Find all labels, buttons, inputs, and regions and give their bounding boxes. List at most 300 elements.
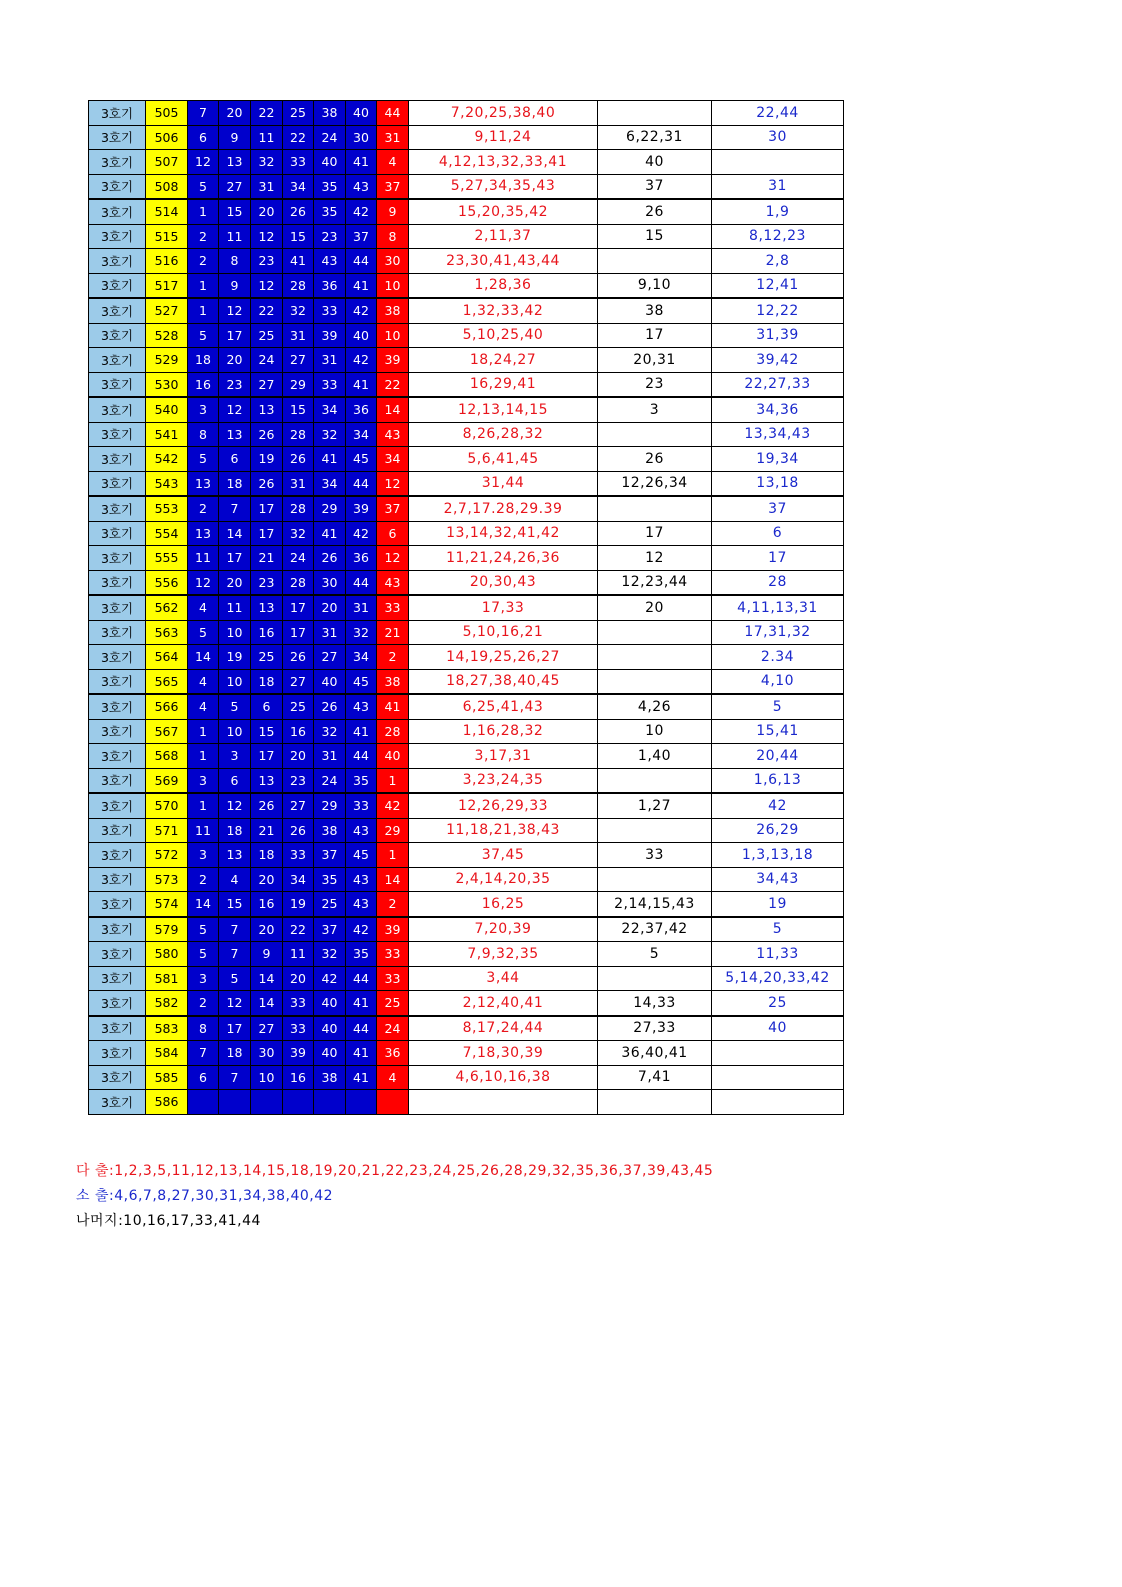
table-row [89, 1090, 844, 1115]
round-cell: 570 [146, 793, 188, 818]
round-cell: 530 [146, 372, 188, 397]
table-row [89, 521, 844, 546]
number-cell: 31 [314, 348, 346, 373]
number-cell: 2 [188, 991, 219, 1016]
number-cell: 39 [314, 323, 346, 348]
table-row [89, 101, 844, 126]
number-cell [219, 1090, 251, 1115]
bonus-cell: 31 [377, 125, 409, 150]
number-cell: 28 [283, 570, 314, 595]
number-cell: 17 [283, 620, 314, 645]
black-group-cell: 26 [598, 447, 712, 472]
red-group-cell: 6,25,41,43 [409, 694, 598, 719]
round-cell: 507 [146, 150, 188, 175]
round-cell: 581 [146, 966, 188, 991]
number-cell: 21 [251, 818, 283, 843]
black-group-cell: 20,31 [598, 348, 712, 373]
red-group-cell: 17,33 [409, 595, 598, 620]
table-row [89, 1041, 844, 1066]
number-cell: 5 [188, 620, 219, 645]
black-group-cell: 15 [598, 224, 712, 249]
number-cell: 34 [314, 397, 346, 422]
red-group-cell: 11,21,24,26,36 [409, 546, 598, 571]
number-cell: 38 [314, 101, 346, 126]
blue-group-cell: 1,3,13,18 [712, 843, 844, 868]
number-cell: 5 [219, 966, 251, 991]
number-cell: 42 [346, 199, 377, 224]
machine-cell: 3호기 [89, 101, 146, 126]
machine-cell: 3호기 [89, 620, 146, 645]
number-cell: 7 [219, 496, 251, 521]
blue-group-cell: 34,43 [712, 867, 844, 892]
black-group-cell: 3 [598, 397, 712, 422]
black-group-cell [598, 620, 712, 645]
number-cell: 18 [219, 818, 251, 843]
number-cell: 40 [314, 669, 346, 694]
lotto-table [88, 100, 844, 1115]
number-cell: 13 [188, 521, 219, 546]
number-cell: 25 [251, 645, 283, 670]
number-cell: 27 [283, 793, 314, 818]
number-cell: 44 [346, 249, 377, 274]
red-group-cell: 37,45 [409, 843, 598, 868]
blue-group-cell [712, 1041, 844, 1066]
red-group-cell: 1,16,28,32 [409, 719, 598, 744]
blue-group-cell: 1,9 [712, 199, 844, 224]
red-group-cell: 13,14,32,41,42 [409, 521, 598, 546]
number-cell: 40 [346, 101, 377, 126]
round-cell: 569 [146, 768, 188, 793]
red-group-cell: 3,23,24,35 [409, 768, 598, 793]
table-row [89, 991, 844, 1016]
blue-group-cell: 8,12,23 [712, 224, 844, 249]
machine-cell: 3호기 [89, 595, 146, 620]
number-cell: 20 [283, 966, 314, 991]
blue-group-cell [712, 150, 844, 175]
machine-cell: 3호기 [89, 669, 146, 694]
rare-values: 4,6,7,8,27,30,31,34,38,40,42 [114, 1188, 334, 1204]
blue-group-cell [712, 1090, 844, 1115]
red-group-cell: 18,24,27 [409, 348, 598, 373]
number-cell: 35 [314, 867, 346, 892]
blue-group-cell: 25 [712, 991, 844, 1016]
machine-cell: 3호기 [89, 323, 146, 348]
number-cell: 15 [251, 719, 283, 744]
number-cell: 1 [188, 793, 219, 818]
black-group-cell: 37 [598, 174, 712, 199]
number-cell: 19 [219, 645, 251, 670]
number-cell: 12 [251, 273, 283, 298]
table-row [89, 174, 844, 199]
machine-cell: 3호기 [89, 125, 146, 150]
blue-group-cell: 31 [712, 174, 844, 199]
blue-group-cell: 22,27,33 [712, 372, 844, 397]
round-cell: 527 [146, 298, 188, 323]
number-cell: 24 [283, 546, 314, 571]
table-row [89, 1016, 844, 1041]
round-cell: 542 [146, 447, 188, 472]
number-cell: 11 [219, 224, 251, 249]
number-cell: 10 [219, 620, 251, 645]
black-group-cell: 5 [598, 942, 712, 967]
number-cell: 20 [219, 101, 251, 126]
bonus-cell: 41 [377, 694, 409, 719]
table-row [89, 966, 844, 991]
number-cell: 13 [251, 397, 283, 422]
black-group-cell: 12,23,44 [598, 570, 712, 595]
black-group-cell: 27,33 [598, 1016, 712, 1041]
number-cell: 6 [188, 125, 219, 150]
number-cell: 31 [283, 471, 314, 496]
black-group-cell [598, 249, 712, 274]
number-cell: 17 [219, 323, 251, 348]
number-cell: 32 [314, 719, 346, 744]
number-cell [346, 1090, 377, 1115]
number-cell: 8 [188, 1016, 219, 1041]
number-cell: 13 [188, 471, 219, 496]
number-cell: 13 [219, 843, 251, 868]
number-cell: 28 [283, 422, 314, 447]
bonus-cell: 12 [377, 471, 409, 496]
blue-group-cell: 13,18 [712, 471, 844, 496]
red-group-cell: 2,4,14,20,35 [409, 867, 598, 892]
black-group-cell: 22,37,42 [598, 917, 712, 942]
machine-cell: 3호기 [89, 744, 146, 769]
machine-cell: 3호기 [89, 298, 146, 323]
number-cell: 31 [346, 595, 377, 620]
number-cell: 3 [219, 744, 251, 769]
number-cell: 31 [314, 744, 346, 769]
blue-group-cell: 4,11,13,31 [712, 595, 844, 620]
red-group-cell: 31,44 [409, 471, 598, 496]
table-row [89, 323, 844, 348]
round-cell: 543 [146, 471, 188, 496]
number-cell: 4 [188, 595, 219, 620]
table-row [89, 1065, 844, 1090]
number-cell: 32 [283, 521, 314, 546]
number-cell: 13 [251, 595, 283, 620]
number-cell: 11 [188, 546, 219, 571]
table-row [89, 942, 844, 967]
black-group-cell: 6,22,31 [598, 125, 712, 150]
number-cell: 1 [188, 273, 219, 298]
frequent-values: 1,2,3,5,11,12,13,14,15,18,19,20,21,22,23,24,25,26,28,29,32,35,36,37,39,43,45 [114, 1163, 714, 1179]
table-row [89, 917, 844, 942]
round-cell: 583 [146, 1016, 188, 1041]
table-row [89, 447, 844, 472]
table-row [89, 150, 844, 175]
blue-group-cell: 30 [712, 125, 844, 150]
number-cell: 35 [346, 942, 377, 967]
bonus-cell: 21 [377, 620, 409, 645]
number-cell: 37 [346, 224, 377, 249]
number-cell: 43 [346, 867, 377, 892]
blue-group-cell: 13,34,43 [712, 422, 844, 447]
number-cell: 39 [283, 1041, 314, 1066]
number-cell: 14 [188, 892, 219, 917]
bonus-cell: 37 [377, 496, 409, 521]
round-cell: 582 [146, 991, 188, 1016]
number-cell: 41 [346, 719, 377, 744]
round-cell: 554 [146, 521, 188, 546]
round-cell: 585 [146, 1065, 188, 1090]
black-group-cell: 12,26,34 [598, 471, 712, 496]
number-cell: 14 [219, 521, 251, 546]
rare-summary [76, 1185, 333, 1205]
number-cell: 31 [283, 323, 314, 348]
machine-cell: 3호기 [89, 150, 146, 175]
red-group-cell: 2,12,40,41 [409, 991, 598, 1016]
machine-cell: 3호기 [89, 1090, 146, 1115]
number-cell: 37 [314, 843, 346, 868]
number-cell: 32 [283, 298, 314, 323]
bonus-cell: 33 [377, 966, 409, 991]
lotto-table-body [89, 101, 844, 1115]
number-cell: 15 [283, 224, 314, 249]
black-group-cell [598, 496, 712, 521]
number-cell: 36 [346, 397, 377, 422]
round-cell: 572 [146, 843, 188, 868]
red-group-cell: 5,6,41,45 [409, 447, 598, 472]
table-row [89, 892, 844, 917]
machine-cell: 3호기 [89, 471, 146, 496]
machine-cell: 3호기 [89, 174, 146, 199]
number-cell: 16 [283, 1065, 314, 1090]
machine-cell: 3호기 [89, 397, 146, 422]
number-cell: 18 [219, 471, 251, 496]
number-cell: 10 [219, 669, 251, 694]
round-cell: 564 [146, 645, 188, 670]
table-row [89, 669, 844, 694]
number-cell: 30 [251, 1041, 283, 1066]
number-cell [251, 1090, 283, 1115]
number-cell: 33 [314, 372, 346, 397]
number-cell: 7 [188, 101, 219, 126]
number-cell: 25 [283, 694, 314, 719]
red-group-cell: 5,10,16,21 [409, 620, 598, 645]
round-cell: 515 [146, 224, 188, 249]
blue-group-cell [712, 1065, 844, 1090]
number-cell: 23 [283, 768, 314, 793]
round-cell: 514 [146, 199, 188, 224]
blue-group-cell: 39,42 [712, 348, 844, 373]
machine-cell: 3호기 [89, 496, 146, 521]
number-cell: 34 [283, 174, 314, 199]
number-cell: 20 [251, 917, 283, 942]
machine-cell: 3호기 [89, 843, 146, 868]
number-cell: 1 [188, 199, 219, 224]
frequent-summary [76, 1160, 713, 1180]
number-cell: 43 [314, 249, 346, 274]
blue-group-cell: 40 [712, 1016, 844, 1041]
number-cell: 42 [346, 917, 377, 942]
number-cell: 32 [314, 422, 346, 447]
round-cell: 540 [146, 397, 188, 422]
black-group-cell: 40 [598, 150, 712, 175]
blue-group-cell: 34,36 [712, 397, 844, 422]
number-cell: 40 [346, 323, 377, 348]
number-cell: 38 [314, 1065, 346, 1090]
number-cell: 1 [188, 298, 219, 323]
red-group-cell: 1,32,33,42 [409, 298, 598, 323]
number-cell: 11 [283, 942, 314, 967]
number-cell: 23 [251, 249, 283, 274]
black-group-cell: 17 [598, 521, 712, 546]
bonus-cell: 2 [377, 645, 409, 670]
blue-group-cell: 26,29 [712, 818, 844, 843]
black-group-cell [598, 101, 712, 126]
red-group-cell: 4,12,13,32,33,41 [409, 150, 598, 175]
black-group-cell [598, 422, 712, 447]
number-cell: 8 [219, 249, 251, 274]
round-cell: 517 [146, 273, 188, 298]
bonus-cell: 10 [377, 273, 409, 298]
number-cell: 7 [219, 917, 251, 942]
machine-cell: 3호기 [89, 249, 146, 274]
number-cell: 26 [283, 818, 314, 843]
table-row [89, 199, 844, 224]
blue-group-cell: 28 [712, 570, 844, 595]
round-cell: 529 [146, 348, 188, 373]
bonus-cell: 4 [377, 1065, 409, 1090]
number-cell: 12 [219, 793, 251, 818]
number-cell: 6 [219, 447, 251, 472]
number-cell: 29 [314, 793, 346, 818]
number-cell: 26 [283, 447, 314, 472]
round-cell: 571 [146, 818, 188, 843]
number-cell: 43 [346, 818, 377, 843]
rest-label: 나머지: [76, 1213, 124, 1229]
number-cell: 32 [314, 942, 346, 967]
number-cell: 26 [251, 422, 283, 447]
number-cell: 32 [251, 150, 283, 175]
number-cell: 7 [219, 1065, 251, 1090]
number-cell: 24 [314, 125, 346, 150]
machine-cell: 3호기 [89, 991, 146, 1016]
number-cell: 19 [283, 892, 314, 917]
number-cell: 18 [219, 1041, 251, 1066]
blue-group-cell: 20,44 [712, 744, 844, 769]
number-cell: 40 [314, 1016, 346, 1041]
bonus-cell: 33 [377, 595, 409, 620]
number-cell: 8 [188, 422, 219, 447]
round-cell: 528 [146, 323, 188, 348]
table-row [89, 620, 844, 645]
number-cell: 2 [188, 496, 219, 521]
number-cell: 27 [251, 1016, 283, 1041]
number-cell: 6 [219, 768, 251, 793]
round-cell: 567 [146, 719, 188, 744]
number-cell: 41 [283, 249, 314, 274]
number-cell: 12 [219, 397, 251, 422]
number-cell: 40 [314, 991, 346, 1016]
blue-group-cell: 5 [712, 917, 844, 942]
red-group-cell: 9,11,24 [409, 125, 598, 150]
number-cell: 14 [188, 645, 219, 670]
table-row [89, 843, 844, 868]
rest-summary [76, 1210, 261, 1230]
number-cell: 12 [251, 224, 283, 249]
bonus-cell: 1 [377, 843, 409, 868]
blue-group-cell: 42 [712, 793, 844, 818]
bonus-cell: 33 [377, 942, 409, 967]
round-cell: 568 [146, 744, 188, 769]
bonus-cell: 30 [377, 249, 409, 274]
round-cell: 563 [146, 620, 188, 645]
bonus-cell: 25 [377, 991, 409, 1016]
bonus-cell: 43 [377, 570, 409, 595]
round-cell: 586 [146, 1090, 188, 1115]
number-cell: 23 [314, 224, 346, 249]
blue-group-cell: 31,39 [712, 323, 844, 348]
round-cell: 553 [146, 496, 188, 521]
number-cell: 44 [346, 744, 377, 769]
machine-cell: 3호기 [89, 645, 146, 670]
number-cell: 1 [188, 719, 219, 744]
red-group-cell: 7,20,39 [409, 917, 598, 942]
number-cell: 42 [346, 298, 377, 323]
number-cell: 20 [219, 348, 251, 373]
bonus-cell: 9 [377, 199, 409, 224]
number-cell: 41 [346, 1041, 377, 1066]
machine-cell: 3호기 [89, 372, 146, 397]
round-cell: 580 [146, 942, 188, 967]
blue-group-cell: 12,22 [712, 298, 844, 323]
black-group-cell [598, 867, 712, 892]
bonus-cell: 38 [377, 298, 409, 323]
number-cell: 6 [251, 694, 283, 719]
black-group-cell: 7,41 [598, 1065, 712, 1090]
black-group-cell: 1,40 [598, 744, 712, 769]
number-cell: 33 [346, 793, 377, 818]
number-cell: 24 [314, 768, 346, 793]
bonus-cell [377, 1090, 409, 1115]
black-group-cell: 38 [598, 298, 712, 323]
blue-group-cell: 2,8 [712, 249, 844, 274]
number-cell: 20 [283, 744, 314, 769]
number-cell: 35 [314, 199, 346, 224]
red-group-cell: 23,30,41,43,44 [409, 249, 598, 274]
number-cell: 5 [188, 447, 219, 472]
red-group-cell: 7,20,25,38,40 [409, 101, 598, 126]
number-cell: 5 [188, 942, 219, 967]
round-cell: 579 [146, 917, 188, 942]
number-cell: 36 [346, 546, 377, 571]
number-cell: 17 [251, 744, 283, 769]
blue-group-cell: 22,44 [712, 101, 844, 126]
number-cell: 2 [188, 249, 219, 274]
black-group-cell: 4,26 [598, 694, 712, 719]
number-cell: 14 [251, 966, 283, 991]
number-cell: 29 [283, 372, 314, 397]
table-row [89, 645, 844, 670]
number-cell: 18 [251, 843, 283, 868]
number-cell: 23 [219, 372, 251, 397]
number-cell: 26 [283, 645, 314, 670]
number-cell: 45 [346, 447, 377, 472]
round-cell: 566 [146, 694, 188, 719]
number-cell: 21 [251, 546, 283, 571]
blue-group-cell: 1,6,13 [712, 768, 844, 793]
number-cell: 27 [251, 372, 283, 397]
bonus-cell: 6 [377, 521, 409, 546]
number-cell: 32 [346, 620, 377, 645]
red-group-cell: 3,44 [409, 966, 598, 991]
number-cell: 24 [251, 348, 283, 373]
number-cell: 33 [283, 1016, 314, 1041]
number-cell: 17 [251, 521, 283, 546]
table-row [89, 348, 844, 373]
